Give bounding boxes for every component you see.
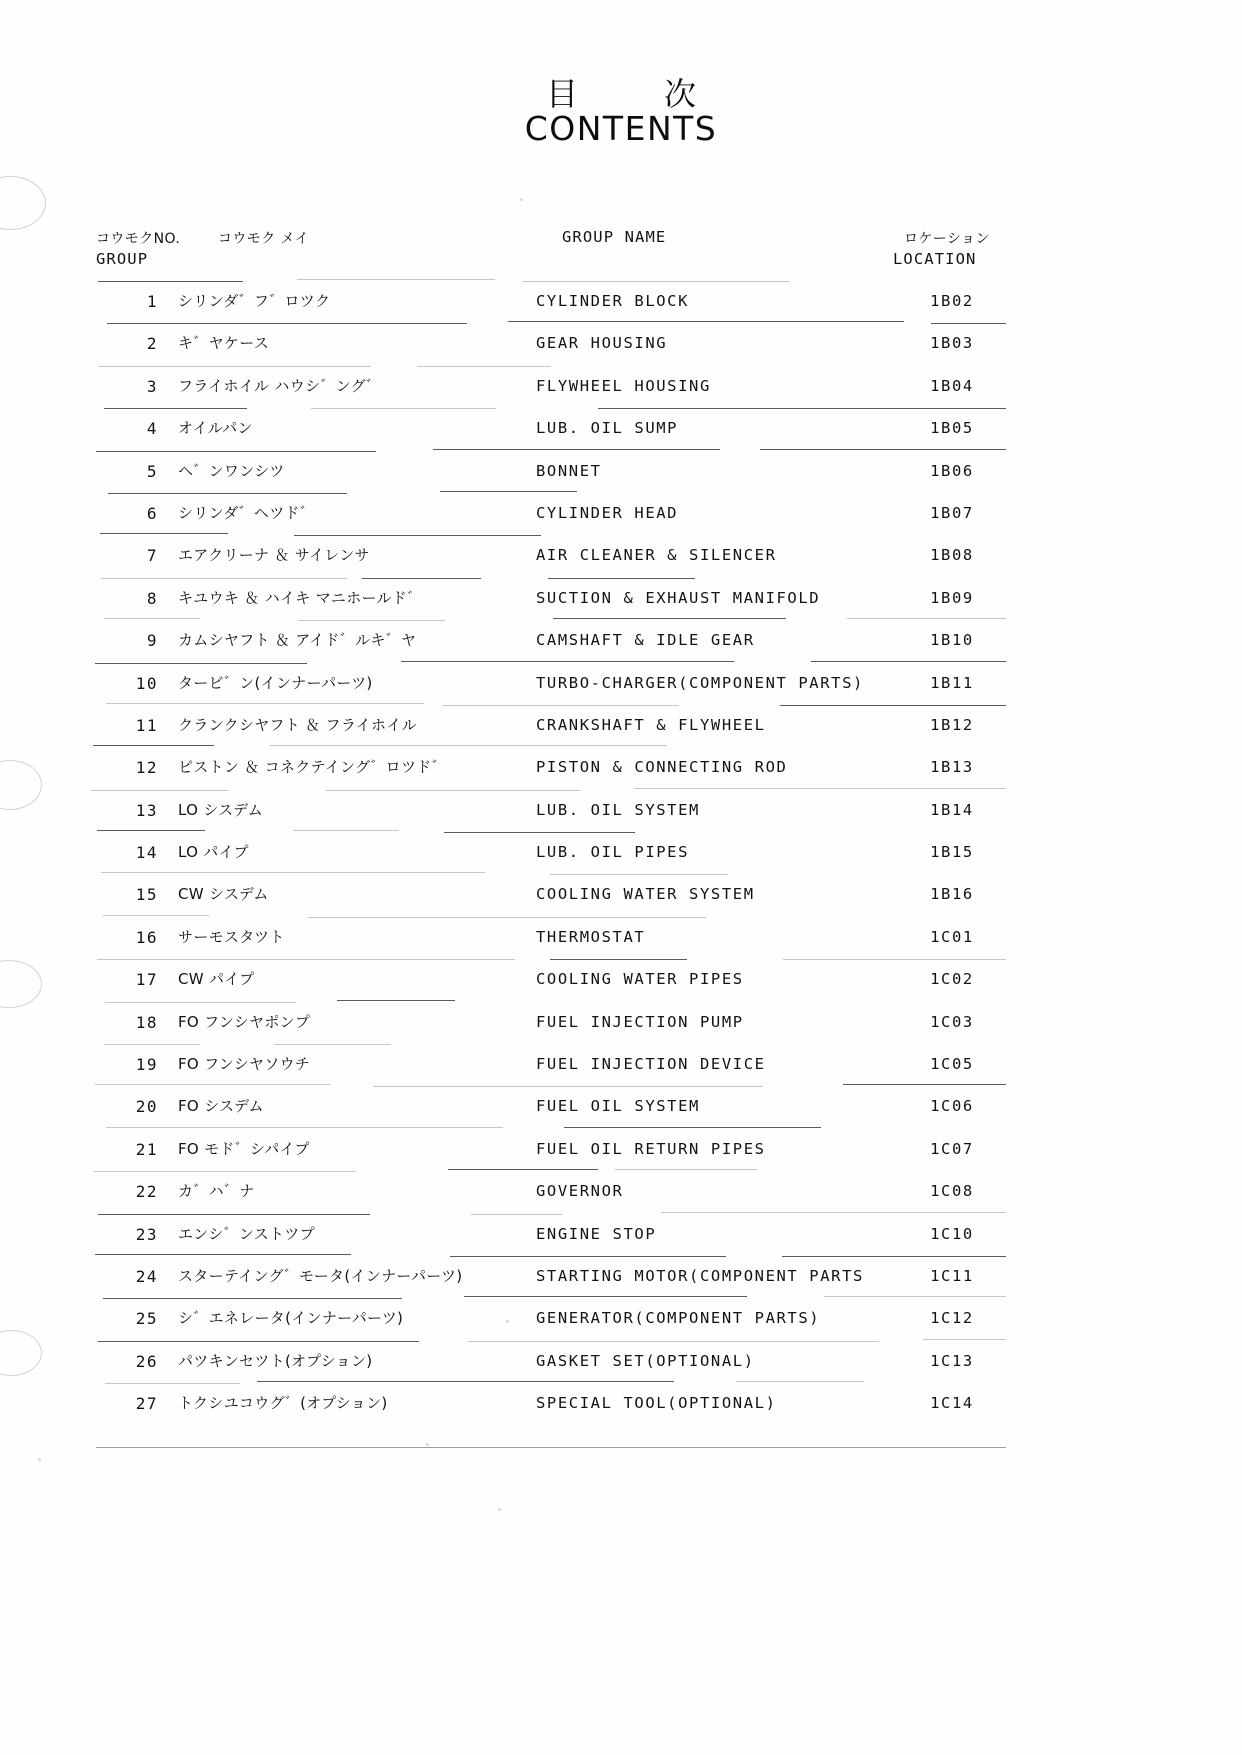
row-group-number: 16	[135, 927, 158, 947]
row-group-name-japanese: フライホイル ハウシ゛ング゛	[178, 376, 382, 395]
row-location: 1B06	[930, 461, 974, 480]
header-location-japanese: ロケーション	[904, 231, 990, 247]
row-location: 1C02	[930, 970, 974, 989]
row-group-name-english: ENGINE STOP	[536, 1224, 657, 1243]
row-group-name-japanese: LO パイプ	[178, 843, 249, 862]
table-rule	[298, 620, 445, 621]
row-group-name-english: CRANKSHAFT & FLYWHEEL	[536, 715, 766, 734]
row-group-name-japanese: エンシ゛ンストツプ	[178, 1224, 315, 1243]
table-row[interactable]	[96, 873, 1006, 915]
table-rule	[100, 533, 228, 534]
table-rule	[104, 1044, 200, 1045]
table-header-row	[96, 228, 1006, 276]
row-location: 1B09	[930, 588, 974, 607]
table-row[interactable]	[96, 662, 1006, 704]
table-rule	[550, 874, 728, 875]
row-group-name-japanese: ピストン ＆ コネクテイング゛ロツド゛	[178, 758, 447, 777]
table-row[interactable]	[96, 916, 1006, 958]
table-rule	[326, 790, 580, 791]
table-bottom-rule	[96, 1447, 1006, 1448]
table-row[interactable]	[96, 1213, 1006, 1255]
table-rule	[274, 1044, 391, 1045]
row-group-name-english: LUB. OIL SYSTEM	[536, 800, 700, 819]
row-group-number: 9	[146, 631, 158, 651]
row-location: 1B07	[930, 503, 974, 522]
table-row[interactable]	[96, 831, 1006, 873]
row-location: 1C05	[930, 1055, 974, 1074]
page-title-japanese	[545, 75, 697, 113]
table-rule	[811, 661, 1006, 662]
row-group-name-english: PISTON & CONNECTING ROD	[536, 758, 788, 777]
table-row[interactable]	[96, 322, 1006, 364]
table-rule	[96, 451, 376, 452]
row-group-number: 27	[135, 1394, 158, 1414]
row-group-name-english: FUEL INJECTION PUMP	[536, 1012, 744, 1031]
row-group-number: 8	[146, 588, 158, 608]
table-rule	[270, 745, 666, 746]
table-rule	[94, 1171, 356, 1172]
row-group-name-english: CYLINDER BLOCK	[536, 292, 690, 310]
row-group-name-japanese: オイルパン	[178, 419, 253, 438]
row-group-number: 25	[135, 1309, 158, 1329]
row-location: 1C13	[930, 1351, 974, 1370]
row-group-name-japanese: FO フンシヤソウチ	[178, 1055, 311, 1074]
row-group-name-japanese: エアクリーナ ＆ サイレンサ	[178, 546, 370, 565]
table-rule	[824, 1296, 1006, 1297]
row-group-name-japanese: タービ゛ン(インナーパーツ)	[178, 673, 373, 692]
row-group-number: 23	[135, 1224, 158, 1244]
table-rule	[634, 788, 1006, 789]
table-rule	[564, 1127, 820, 1128]
scan-artifact-arc	[0, 1330, 42, 1376]
table-rule	[401, 661, 733, 662]
row-group-name-english: SPECIAL TOOL(OPTIONAL)	[536, 1394, 777, 1413]
table-rule	[98, 366, 371, 367]
table-rule	[464, 1296, 746, 1297]
row-group-number: 15	[135, 885, 158, 905]
row-location: 1B11	[930, 673, 974, 692]
row-location: 1B03	[930, 334, 974, 353]
row-group-name-japanese: カ゛ハ゛ナ	[178, 1182, 255, 1201]
row-group-name-japanese: シ゛エネレータ(インナーパーツ)	[178, 1309, 404, 1328]
table-rule	[923, 1339, 1006, 1340]
table-row[interactable]	[96, 958, 1006, 1000]
page-title	[0, 75, 1242, 148]
table-row[interactable]	[96, 1255, 1006, 1297]
table-rule	[553, 618, 785, 619]
table-row[interactable]	[96, 746, 1006, 788]
table-rule	[444, 832, 635, 833]
row-group-name-japanese: パツキンセツト(オプション)	[178, 1351, 373, 1370]
table-row[interactable]	[96, 1001, 1006, 1043]
row-group-number: 11	[135, 715, 158, 735]
table-rule	[440, 491, 577, 492]
row-group-number: 21	[135, 1139, 158, 1159]
row-group-name-japanese: キ゛ヤケース	[178, 334, 270, 353]
table-rule	[93, 745, 214, 746]
row-group-name-english: COOLING WATER SYSTEM	[536, 885, 755, 904]
row-group-name-english: GASKET SET(OPTIONAL)	[536, 1351, 755, 1370]
table-rule	[257, 1381, 674, 1382]
scan-artifact-arc	[0, 176, 46, 230]
row-group-name-english: CAMSHAFT & IDLE GEAR	[536, 631, 755, 650]
row-group-number: 19	[135, 1055, 158, 1075]
row-group-name-english: CYLINDER HEAD	[536, 503, 679, 522]
row-location: 1C03	[930, 1012, 974, 1031]
row-location: 1C07	[930, 1139, 974, 1158]
table-row[interactable]	[96, 1085, 1006, 1127]
row-group-name-japanese: CW パイプ	[178, 970, 255, 989]
table-rule	[550, 959, 688, 960]
header-group-name-japanese: コウモク メイ	[218, 231, 309, 247]
header-group-no-japanese: コウモクNO.	[96, 231, 181, 247]
row-group-name-english: BONNET	[536, 461, 602, 480]
table-row[interactable]	[96, 789, 1006, 831]
row-group-name-japanese: FO フンシヤポンプ	[178, 1012, 311, 1031]
table-rule	[106, 1127, 503, 1128]
row-group-name-english: LUB. OIL SUMP	[536, 419, 679, 438]
row-group-number: 22	[135, 1182, 158, 1202]
table-rule	[95, 1254, 351, 1255]
row-group-name-english: FUEL OIL RETURN PIPES	[536, 1139, 766, 1158]
row-location: 1B15	[930, 843, 974, 862]
table-rule	[101, 872, 486, 873]
row-group-name-english: AIR CLEANER & SILENCER	[536, 546, 777, 565]
row-group-name-english: FLYWHEEL HOUSING	[536, 376, 711, 395]
table-rule	[780, 705, 1006, 706]
table-row[interactable]	[96, 1043, 1006, 1085]
row-group-name-english: FUEL INJECTION DEVICE	[536, 1055, 766, 1074]
table-body	[96, 280, 1006, 1425]
table-rule	[471, 1214, 561, 1215]
table-rule	[468, 1341, 879, 1342]
table-row[interactable]	[96, 1297, 1006, 1339]
table-rule	[108, 493, 348, 494]
row-group-number: 5	[146, 461, 158, 481]
table-rule	[417, 366, 552, 367]
title-char-moku: 目	[545, 75, 578, 113]
row-group-number: 17	[135, 970, 158, 990]
row-group-number: 3	[146, 376, 158, 396]
row-group-name-japanese: サーモスタツト	[178, 927, 285, 946]
table-rule	[362, 578, 481, 579]
row-group-number: 10	[135, 673, 158, 693]
row-group-number: 7	[146, 546, 158, 566]
table-rule	[783, 959, 1006, 960]
row-location: 1B02	[930, 292, 974, 310]
row-location: 1C14	[930, 1394, 974, 1413]
table-rule	[107, 323, 466, 324]
scan-artifact-arc	[0, 960, 42, 1008]
table-rule	[293, 830, 399, 831]
table-row[interactable]	[96, 619, 1006, 661]
table-rule	[843, 1084, 1006, 1085]
table-rule	[615, 1169, 757, 1170]
title-char-ji: 次	[664, 75, 697, 113]
row-group-name-japanese: ヘ゛ンワンシツ	[178, 461, 285, 480]
header-location-english: LOCATION	[893, 250, 977, 268]
page-title-english: CONTENTS	[524, 109, 718, 148]
table-rule	[548, 578, 695, 579]
row-group-number: 4	[146, 419, 158, 439]
row-location: 1C11	[930, 1266, 974, 1285]
table-rule	[297, 279, 496, 280]
table-rule	[522, 281, 790, 282]
row-group-name-japanese: FO シスデム	[178, 1097, 264, 1116]
row-location: 1B12	[930, 715, 974, 734]
table-rule	[450, 1256, 726, 1257]
scan-artifact-arc	[0, 760, 42, 810]
row-group-name-japanese: スターテイング゛モータ(インナーパーツ)	[178, 1266, 463, 1285]
table-rule	[97, 959, 515, 960]
table-rule	[661, 1212, 1006, 1213]
table-row[interactable]	[96, 577, 1006, 619]
table-rule	[311, 408, 495, 409]
table-row[interactable]	[96, 534, 1006, 576]
table-row[interactable]	[96, 1170, 1006, 1212]
table-rule	[782, 1256, 1006, 1257]
row-group-name-english: SUCTION & EXHAUST MANIFOLD	[536, 588, 821, 607]
table-rule	[448, 1169, 598, 1170]
row-group-name-japanese: CW シスデム	[178, 885, 269, 904]
table-rule	[98, 281, 243, 282]
table-rule	[104, 408, 247, 409]
table-rule	[294, 535, 541, 536]
table-row[interactable]	[96, 492, 1006, 534]
row-location: 1B04	[930, 376, 974, 395]
table-rule	[105, 1383, 240, 1384]
table-rule	[442, 705, 679, 706]
table-rule	[95, 1084, 330, 1085]
row-location: 1B05	[930, 419, 974, 438]
table-row[interactable]	[96, 365, 1006, 407]
row-group-name-japanese: トクシユコウグ゛(オプション)	[178, 1394, 388, 1413]
table-rule	[337, 1000, 454, 1001]
scan-artifact-speck	[38, 1458, 41, 1461]
row-group-number: 18	[135, 1012, 158, 1032]
row-group-number: 20	[135, 1097, 158, 1117]
table-row[interactable]	[96, 704, 1006, 746]
contents-table	[96, 228, 1006, 1425]
row-group-name-english: COOLING WATER PIPES	[536, 970, 744, 989]
table-rule	[373, 1086, 763, 1087]
row-location: 1C06	[930, 1097, 974, 1116]
table-rule	[103, 1298, 402, 1299]
row-group-name-japanese: LO シスデム	[178, 800, 263, 819]
table-rule	[95, 663, 306, 664]
table-rule	[736, 1381, 863, 1382]
table-rule	[931, 323, 1006, 324]
table-rule	[508, 321, 904, 322]
table-rule	[598, 408, 1006, 409]
row-group-number: 12	[135, 758, 158, 778]
scan-artifact-speck	[520, 198, 523, 201]
table-row[interactable]	[96, 450, 1006, 492]
table-rule	[847, 618, 1006, 619]
row-group-name-english: GENERATOR(COMPONENT PARTS)	[536, 1309, 821, 1328]
row-group-name-japanese: カムシヤフト ＆ アイド゛ルキ゛ヤ	[178, 631, 417, 650]
row-group-number: 6	[146, 503, 158, 523]
row-location: 1C01	[930, 927, 974, 946]
row-group-name-english: GEAR HOUSING	[536, 334, 668, 353]
table-rule	[98, 1341, 419, 1342]
table-rule	[101, 578, 348, 579]
row-location: 1C12	[930, 1309, 974, 1328]
scan-artifact-speck	[426, 1443, 429, 1446]
row-group-name-japanese: キユウキ ＆ ハイキ マニホールド゛	[178, 588, 423, 607]
header-group-name-english: GROUP NAME	[562, 228, 667, 246]
header-group-no-english: GROUP	[96, 250, 149, 268]
row-group-number: 14	[135, 843, 158, 863]
row-group-number: 2	[146, 334, 158, 354]
table-rule	[106, 703, 425, 704]
table-rule	[97, 830, 205, 831]
row-location: 1B14	[930, 800, 974, 819]
scan-artifact-speck	[498, 1508, 501, 1511]
row-location: 1C08	[930, 1182, 974, 1201]
row-group-name-english: LUB. OIL PIPES	[536, 843, 690, 862]
table-row[interactable]	[96, 1340, 1006, 1382]
table-rule	[760, 449, 1006, 450]
row-group-name-english: TURBO-CHARGER(COMPONENT PARTS)	[536, 673, 864, 692]
table-row[interactable]	[96, 280, 1006, 322]
row-group-name-english: STARTING MOTOR(COMPONENT PARTS	[536, 1266, 864, 1285]
table-row[interactable]	[96, 407, 1006, 449]
row-location: 1B13	[930, 758, 974, 777]
row-location: 1C10	[930, 1224, 974, 1243]
row-group-name-english: THERMOSTAT	[536, 927, 646, 946]
row-location: 1B08	[930, 546, 974, 565]
row-location: 1B10	[930, 631, 974, 650]
row-group-name-japanese: シリンダ゛ヘツド゛	[178, 503, 316, 522]
table-rule	[103, 915, 209, 916]
row-group-name-japanese: クランクシヤフト ＆ フライホイル	[178, 715, 417, 734]
row-group-name-english: FUEL OIL SYSTEM	[536, 1097, 700, 1116]
table-rule	[91, 790, 228, 791]
row-group-name-japanese: FO モド゛シパイプ	[178, 1139, 310, 1158]
row-location: 1B16	[930, 885, 974, 904]
table-rule	[433, 449, 720, 450]
table-rule	[308, 917, 706, 918]
row-group-number: 13	[135, 800, 158, 820]
table-row[interactable]	[96, 1382, 1006, 1424]
row-group-number: 24	[135, 1266, 158, 1286]
row-group-number: 26	[135, 1351, 158, 1371]
table-rule	[98, 1214, 369, 1215]
table-row[interactable]	[96, 1128, 1006, 1170]
table-rule	[105, 1002, 296, 1003]
row-group-number: 1	[146, 292, 158, 311]
row-group-name-english: GOVERNOR	[536, 1182, 624, 1201]
table-rule	[104, 618, 200, 619]
row-group-name-japanese: シリンダ゛フ゛ロツク	[178, 292, 331, 310]
